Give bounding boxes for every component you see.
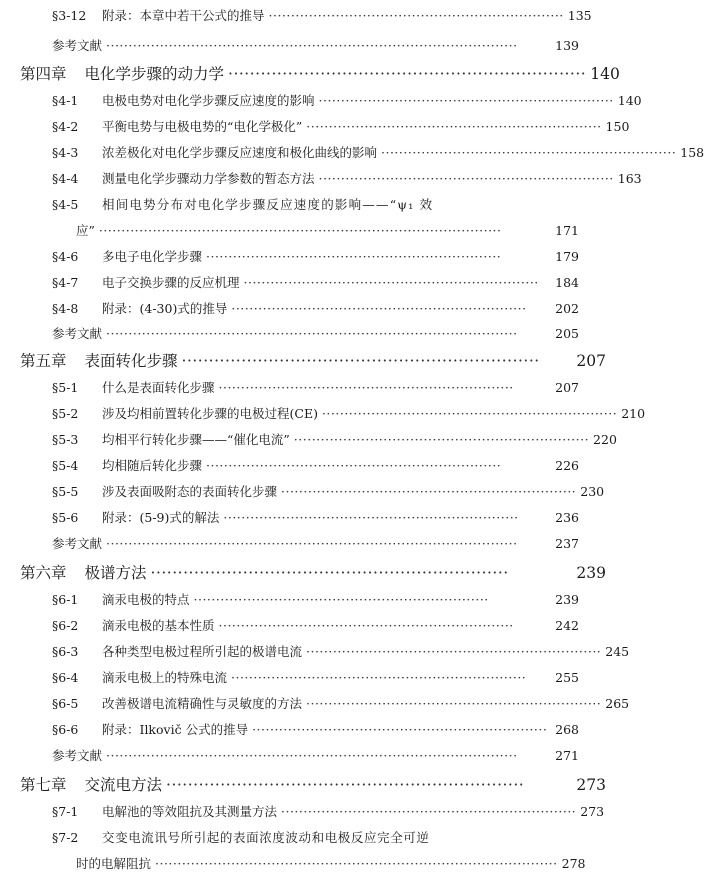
chapter-number: 第七章 xyxy=(20,776,67,794)
chapter-title: 极谱方法 xyxy=(84,564,147,582)
page-number: 242 xyxy=(555,618,579,633)
entry-title: 电解池的等效阻抗及其测量方法 xyxy=(102,804,278,819)
entry-title: 涉及均相前置转化步骤的电极过程(CE) xyxy=(102,406,318,421)
dot-leader: ·································································· xyxy=(206,458,502,473)
toc-entry-4-6 xyxy=(52,247,579,265)
section-number: §4-2 xyxy=(52,119,79,134)
page-number: 205 xyxy=(555,326,579,341)
dot-leader: ·································································· xyxy=(181,352,540,370)
page-number: 135 xyxy=(567,8,592,23)
entry-title: 涉及表面吸附态的表面转化步骤 xyxy=(102,484,278,499)
chapter-number: 第四章 xyxy=(20,65,67,83)
section-number: §7-2 xyxy=(52,830,79,845)
entry-title: 测量电化学步骤动力学参数的暂态方法 xyxy=(102,171,315,186)
section-number: §4-5 xyxy=(52,197,79,212)
toc-entry-references-ch4 xyxy=(52,324,579,342)
dot-leader: ·································································· xyxy=(268,8,564,23)
toc-entry-7-2-continued xyxy=(76,854,586,872)
dot-leader: ·································································· xyxy=(281,804,577,819)
entry-title: 参考文献 xyxy=(52,748,103,763)
toc-entry-references-ch5 xyxy=(52,534,579,552)
dot-leader: ·································································· xyxy=(381,145,677,160)
toc-entry-4-8 xyxy=(52,299,579,317)
entry-title: 交变电流讯号所引起的表面浓度波动和电极反应完全可逆 xyxy=(102,830,430,845)
section-number: §6-6 xyxy=(52,722,79,737)
page-number: 230 xyxy=(580,484,605,499)
chapter-number: 第五章 xyxy=(20,352,67,370)
dot-leader: ·································································· xyxy=(318,93,614,108)
toc-entry-6-2 xyxy=(52,616,579,634)
toc-chapter-5 xyxy=(20,349,606,371)
toc-entry-6-3 xyxy=(52,642,630,660)
toc-chapter-4 xyxy=(20,62,620,84)
entry-title: 什么是表面转化步骤 xyxy=(102,380,215,395)
page-number: 265 xyxy=(605,696,630,711)
section-number: §6-5 xyxy=(52,696,79,711)
entry-title: 附录：(4-30)式的推导 xyxy=(102,301,228,316)
section-number: §4-6 xyxy=(52,249,79,264)
page-number: 179 xyxy=(555,249,579,264)
dot-leader: ·································································· xyxy=(231,670,527,685)
entry-title: 附录：Ilkovič 公式的推导 xyxy=(102,722,249,737)
toc-entry-6-4 xyxy=(52,668,579,686)
toc-entry-4-7 xyxy=(52,273,579,291)
page-number: 239 xyxy=(555,592,579,607)
page-number: 207 xyxy=(555,380,579,395)
entry-title: 时的电解阻抗 xyxy=(76,856,152,871)
page-number: 207 xyxy=(576,352,606,370)
toc-entry-7-1 xyxy=(52,802,605,820)
chapter-number: 第六章 xyxy=(20,564,67,582)
toc-entry-4-5-continued xyxy=(76,221,579,239)
toc-entry-6-6 xyxy=(52,720,579,738)
section-number: §6-1 xyxy=(52,592,79,607)
chapter-title: 电化学步骤的动力学 xyxy=(84,65,225,83)
toc-entry-references-ch6 xyxy=(52,746,579,764)
page-number: 237 xyxy=(555,536,579,551)
entry-title: 多电子电化学步骤 xyxy=(102,249,203,264)
entry-title: 浓差极化对电化学步骤反应速度和极化曲线的影响 xyxy=(102,145,378,160)
toc-entry-4-5 xyxy=(52,195,579,213)
section-number: §4-4 xyxy=(52,171,79,186)
entry-title: 参考文献 xyxy=(52,536,103,551)
toc-entry-6-1 xyxy=(52,590,579,608)
section-number: §5-6 xyxy=(52,510,79,525)
dot-leader: ·································································· xyxy=(218,380,514,395)
section-number: §5-3 xyxy=(52,432,79,447)
dot-leader: ·································································· xyxy=(252,722,548,737)
section-number: §5-1 xyxy=(52,380,79,395)
section-number: §6-3 xyxy=(52,644,79,659)
toc-entry-5-2 xyxy=(52,404,646,422)
toc-chapter-7 xyxy=(20,773,606,795)
page-number: 150 xyxy=(605,119,630,134)
toc-entry-4-2 xyxy=(52,117,630,135)
dot-leader: ···························································································· xyxy=(106,326,518,341)
page-number: 239 xyxy=(576,564,606,582)
dot-leader: ·································································· xyxy=(223,510,519,525)
page-number: 226 xyxy=(555,458,579,473)
page-number: 271 xyxy=(555,748,579,763)
toc-entry-5-1 xyxy=(52,378,579,396)
page-number: 184 xyxy=(555,275,579,290)
toc-entry-references-ch3 xyxy=(52,36,579,54)
dot-leader: ·································································· xyxy=(206,249,502,264)
page-number: 273 xyxy=(580,804,605,819)
section-number: §5-4 xyxy=(52,458,79,473)
section-number: §6-4 xyxy=(52,670,79,685)
page-number: 140 xyxy=(617,93,642,108)
toc-entry-5-4 xyxy=(52,456,579,474)
toc-chapter-6 xyxy=(20,561,606,583)
dot-leader: ·································································· xyxy=(231,301,527,316)
toc-entry-7-2 xyxy=(52,828,579,846)
entry-title: 滴汞电极的特点 xyxy=(102,592,190,607)
chapter-title: 表面转化步骤 xyxy=(84,352,178,370)
page-number: 210 xyxy=(621,406,646,421)
section-number: §5-2 xyxy=(52,406,79,421)
entry-title: 应” xyxy=(76,223,95,238)
page-number: 163 xyxy=(617,171,642,186)
page-number: 273 xyxy=(576,776,606,794)
dot-leader: ·································································· xyxy=(218,618,514,633)
entry-title: 平衡电势与电极电势的“电化学极化” xyxy=(102,119,303,134)
toc-entry-4-4 xyxy=(52,169,642,187)
entry-title: 滴汞电极上的特殊电流 xyxy=(102,670,228,685)
entry-title: 电子交换步骤的反应机理 xyxy=(102,275,240,290)
entry-title: 附录：(5-9)式的解法 xyxy=(102,510,220,525)
page-number: 268 xyxy=(555,722,579,737)
dot-leader: ·································································· xyxy=(243,275,539,290)
toc-entry-5-6 xyxy=(52,508,579,526)
dot-leader: ···························································································· xyxy=(106,38,518,53)
entry-title: 电极电势对电化学步骤反应速度的影响 xyxy=(102,93,315,108)
section-number: §7-1 xyxy=(52,804,79,819)
dot-leader: ·································································· xyxy=(166,776,525,794)
toc-entry-3-12 xyxy=(52,6,592,24)
entry-title: 均相随后转化步骤 xyxy=(102,458,203,473)
page-number: 139 xyxy=(555,38,579,53)
dot-leader: ·································································· xyxy=(321,406,618,421)
toc-entry-5-5 xyxy=(52,482,605,500)
dot-leader: ·································································· xyxy=(318,171,614,186)
dot-leader: ·································································· xyxy=(228,65,587,83)
dot-leader: ·································································· xyxy=(306,696,602,711)
entry-title: 相间电势分布对电化学步骤反应速度的影响——“ψ₁ 效 xyxy=(102,197,434,212)
section-number: §5-5 xyxy=(52,484,79,499)
entry-title: 各种类型电极过程所引起的极谱电流 xyxy=(102,644,303,659)
dot-leader: ···························································································· xyxy=(106,536,518,551)
dot-leader: ·································································· xyxy=(293,432,590,447)
section-number: §4-7 xyxy=(52,275,79,290)
entry-title: 附录：本章中若干公式的推导 xyxy=(102,8,265,23)
section-number: §6-2 xyxy=(52,618,79,633)
dot-leader: ·································································· xyxy=(281,484,577,499)
toc-entry-6-5 xyxy=(52,694,630,712)
section-number: §3-12 xyxy=(52,8,87,23)
dot-leader: ·································································· xyxy=(150,564,509,582)
toc-entry-5-3 xyxy=(52,430,617,448)
page-number: 255 xyxy=(555,670,579,685)
chapter-title: 交流电方法 xyxy=(84,776,163,794)
page-number: 220 xyxy=(593,432,617,447)
dot-leader: ·································································· xyxy=(306,119,602,134)
dot-leader: ·································································· xyxy=(193,592,489,607)
section-number: §4-1 xyxy=(52,93,79,108)
entry-title: 均相平行转化步骤——“催化电流” xyxy=(102,432,290,447)
page-number: 171 xyxy=(555,223,579,238)
entry-title: 滴汞电极的基本性质 xyxy=(102,618,215,633)
page-number: 236 xyxy=(555,510,579,525)
section-number: §4-8 xyxy=(52,301,79,316)
page-number: 158 xyxy=(680,145,704,160)
page-number: 278 xyxy=(561,856,586,871)
dot-leader: ·························································································· xyxy=(155,856,558,871)
dot-leader: ·························································································· xyxy=(98,223,502,238)
page-number: 140 xyxy=(590,65,620,83)
dot-leader: ···························································································· xyxy=(106,748,518,763)
toc-entry-4-1 xyxy=(52,91,642,109)
page-number: 245 xyxy=(605,644,630,659)
section-number: §4-3 xyxy=(52,145,79,160)
toc-entry-4-3 xyxy=(52,143,704,161)
entry-title: 参考文献 xyxy=(52,326,103,341)
page-number: 202 xyxy=(555,301,579,316)
entry-title: 参考文献 xyxy=(52,38,103,53)
dot-leader: ·································································· xyxy=(306,644,602,659)
entry-title: 改善极谱电流精确性与灵敏度的方法 xyxy=(102,696,303,711)
